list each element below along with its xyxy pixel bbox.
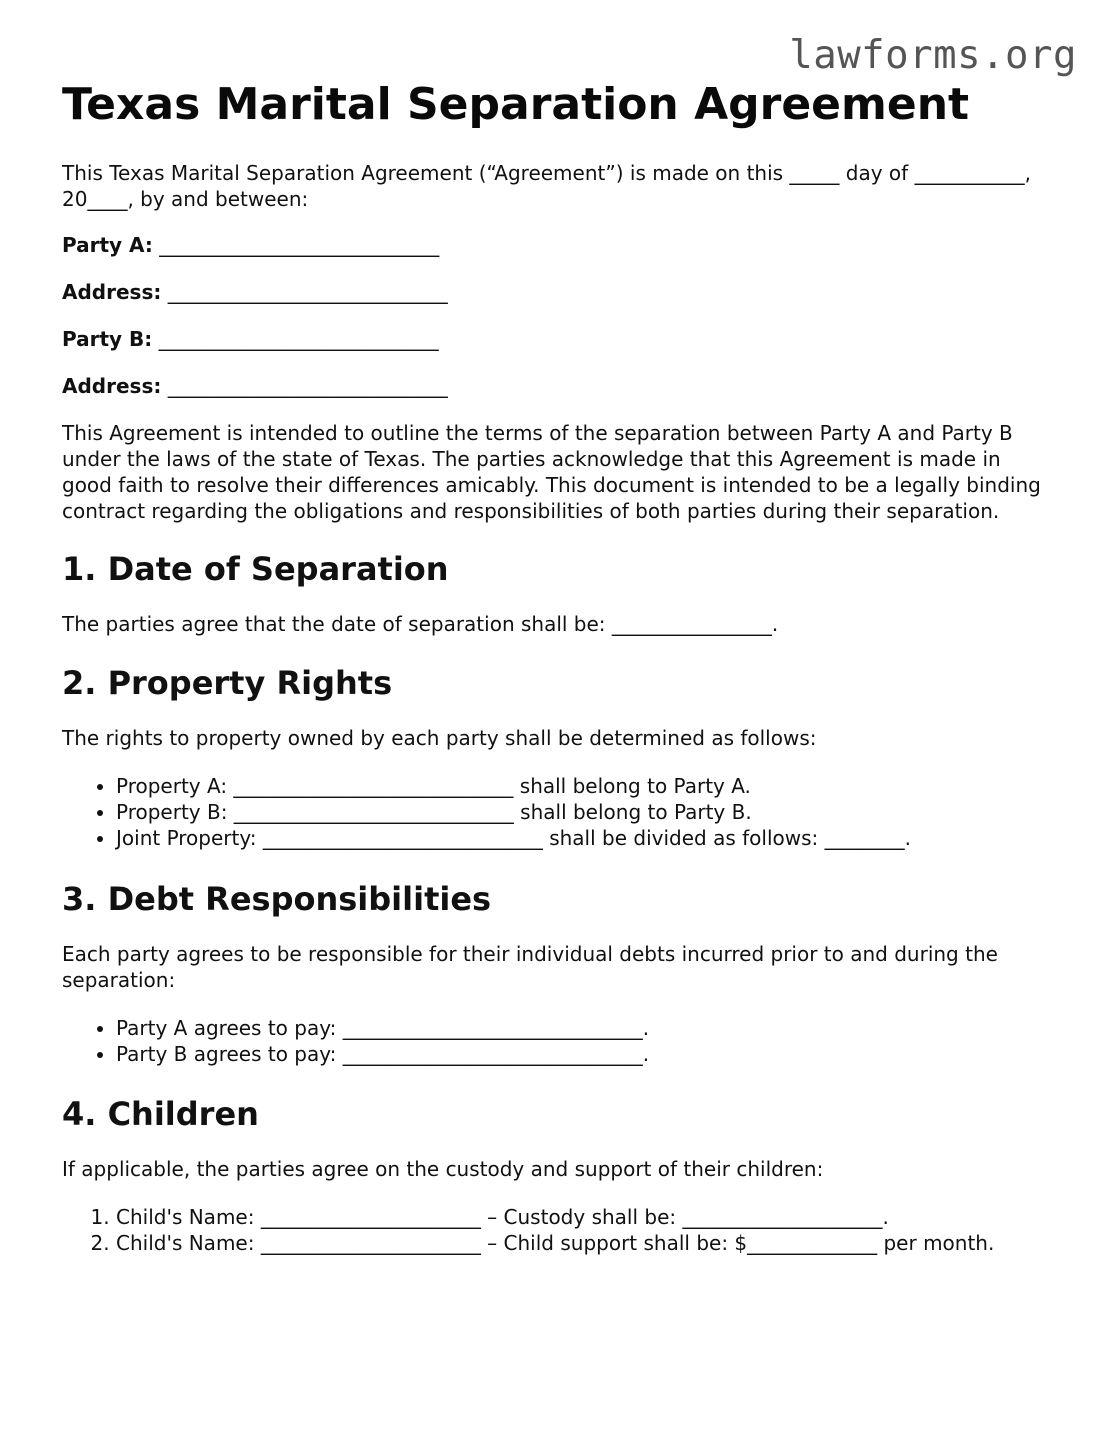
intro-paragraph: This Texas Marital Separation Agreement (“Agreement”) is made on this _____ day of ___________, 20____, by and between:: [62, 161, 1031, 211]
list-item: • Property A: ____________________________ shall belong to Party A.: [116, 773, 1052, 799]
section-text-children: If applicable, the parties agree on the custody and support of their children:: [62, 1157, 824, 1181]
list-item: • Joint Property: ____________________________ shall be divided as follows: ________.: [116, 825, 1052, 851]
children-list: [62, 1204, 1052, 1256]
section-heading-date-of-separation: 1. Date of Separation: [62, 550, 449, 588]
party-b-blank[interactable]: ____________________________: [158, 327, 439, 351]
debt-list: [62, 1015, 1052, 1067]
field-label: Address:: [62, 280, 162, 304]
list-item: • Property B: ____________________________ shall belong to Party B.: [116, 799, 1052, 825]
party-a-address-field: [62, 279, 1052, 305]
list-item: • Party B agrees to pay: ______________________________.: [116, 1041, 1052, 1067]
field-label: Party A:: [62, 233, 153, 257]
party-b-address-blank[interactable]: ____________________________: [167, 374, 448, 398]
document-page: [62, 78, 1052, 1256]
party-b-field: [62, 326, 1052, 352]
field-label: Address:: [62, 374, 162, 398]
list-item: 1. Child's Name: ______________________ – Custody shall be: ____________________.: [116, 1204, 1052, 1230]
section-text-date-of-separation: The parties agree that the date of separation shall be: ________________.: [62, 612, 779, 636]
section-text-debt-responsibilities: Each party agrees to be responsible for their individual debts incurred prior to and during the separation:: [62, 942, 998, 992]
field-label: Party B:: [62, 327, 153, 351]
party-b-address-field: [62, 373, 1052, 399]
section-heading-children: 4. Children: [62, 1095, 259, 1133]
list-item: • Party A agrees to pay: ______________________________.: [116, 1015, 1052, 1041]
party-a-field: [62, 232, 1052, 258]
document-title: Texas Marital Separation Agreement: [62, 79, 970, 130]
property-list: [62, 773, 1052, 851]
purpose-paragraph: This Agreement is intended to outline the terms of the separation between Party A and Party B under the laws of the state of Texas. The parties acknowledge that this Agreement is made in good faith to resolve their differences amicably. This document is intended to be a legally binding contract regarding the obligations and responsibilities of both parties during their separation.: [62, 421, 1041, 523]
section-text-property-rights: The rights to property owned by each party shall be determined as follows:: [62, 726, 817, 750]
party-a-blank[interactable]: ____________________________: [159, 233, 440, 257]
section-heading-debt-responsibilities: 3. Debt Responsibilities: [62, 880, 492, 918]
watermark-logo: lawforms.org: [789, 33, 1077, 78]
list-item: 2. Child's Name: ______________________ – Child support shall be: $_____________ per month.: [116, 1230, 1052, 1256]
party-a-address-blank[interactable]: ____________________________: [167, 280, 448, 304]
section-heading-property-rights: 2. Property Rights: [62, 664, 393, 702]
